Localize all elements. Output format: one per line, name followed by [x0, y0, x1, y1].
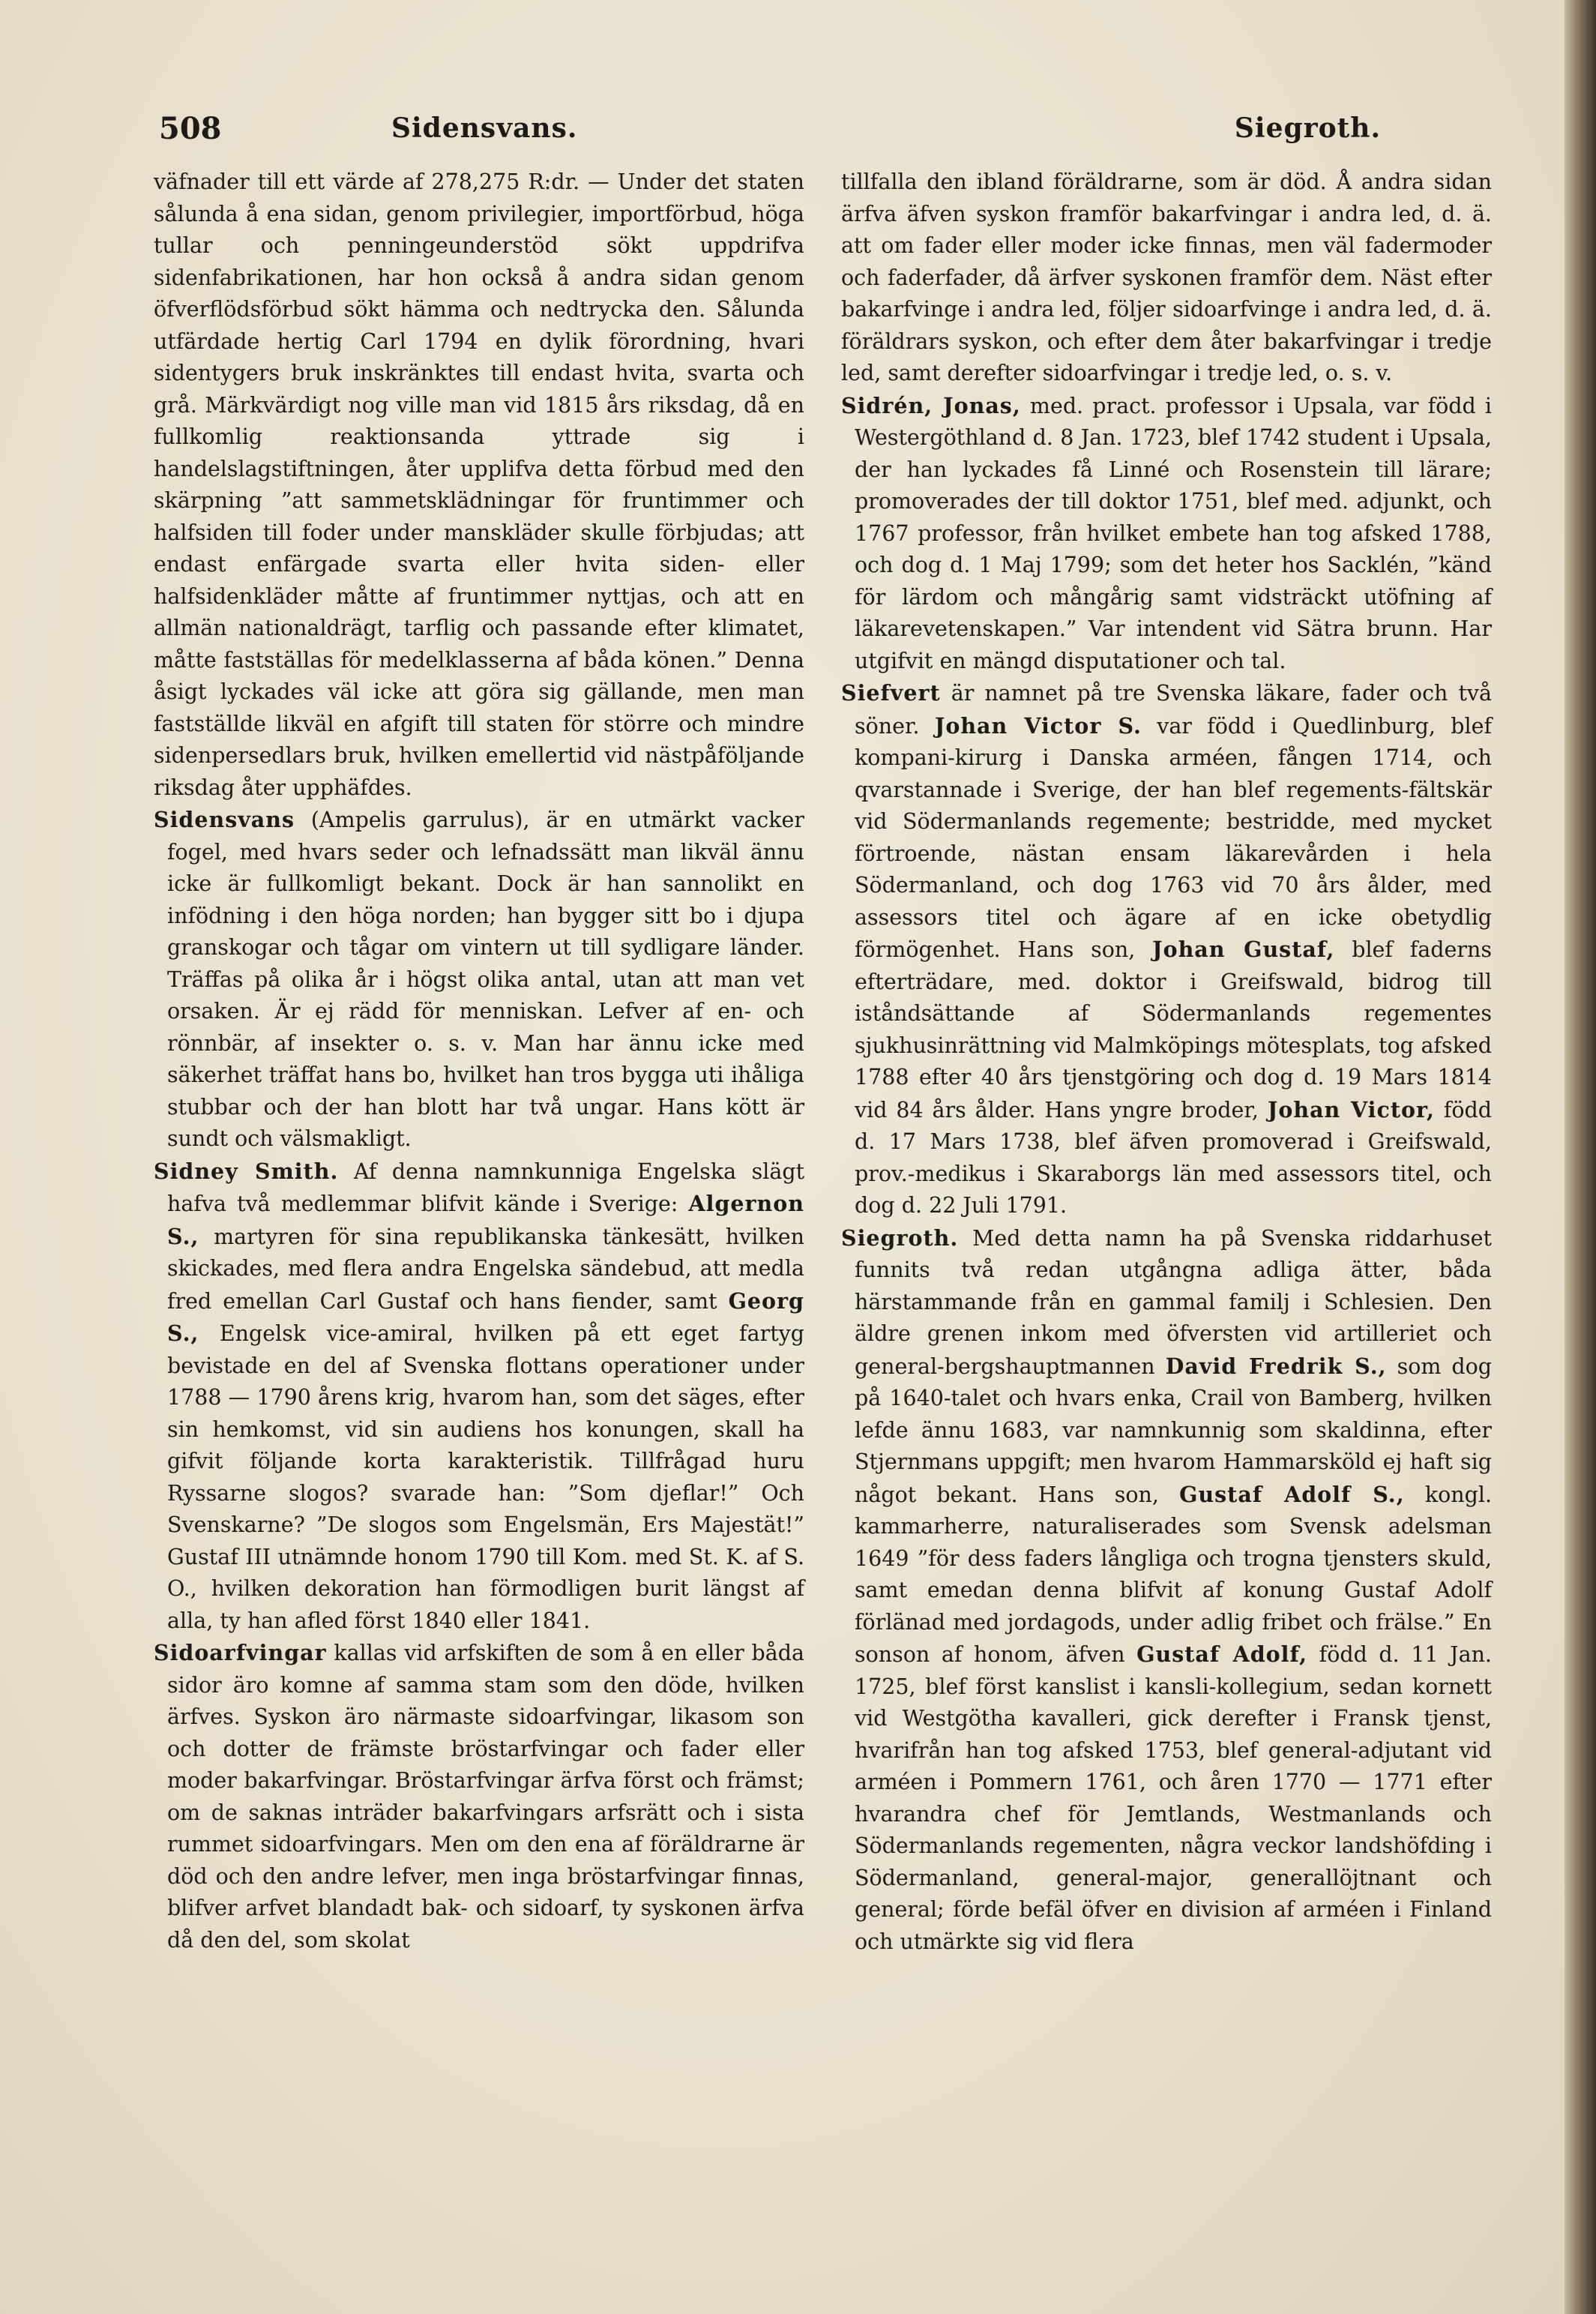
entry-text: Engelsk vice-amiral, hvilken på ett eget fartyg bevistade en del af Svenska flottans operationer under 1788 — 1790 årens krig, hvarom han, som det säges, efter sin hemkomst, vid sin audiens hos konungen, skall ha gifvit följande korta karakteristik. Tillfrågad huru Ryssarne slogos? svarade han: ”Som djeflar!” Och Svenskarne? ”De slogos som Engelsmän, Ers Majestät!” Gustaf III utnämnde honom 1790 till Kom. med St. K. af S. O., hvilken dekoration han förmodligen burit längst af alla, ty han afled först 1840 eller 1841.	[167, 1321, 804, 1633]
entry-headword: Sidney Smith.	[154, 1158, 339, 1184]
entry-headword: Siegroth.	[841, 1224, 959, 1251]
entry-sidensvans	[154, 804, 804, 1156]
entry-sidoarfvingar	[154, 1637, 804, 1956]
entry-siefvert	[841, 677, 1492, 1222]
entry-text: född d. 17 Mars 1738, blef äfven promoverad i Greifswald, prov.-medikus i Skaraborgs län med assessors titel, och dog d. 22 Juli 1791.	[855, 1097, 1493, 1218]
continued-paragraph: väfnader till ett värde af 278,275 R:dr. — Under det staten sålunda å ena sidan, genom privilegier, importförbud, höga tullar och penningeunderstöd sökt uppdrifva sidenfabrikationen, har hon också å andra sidan genom öfverflödsförbud sökt hämma och nedtrycka den. Sålunda utfärdade hertig Carl 1794 en dylik förordning, hvari sidentygers bruk inskränktes till endast hvita, svarta och grå. Märkvärdigt nog ville man vid 1815 års riksdag, då en fullkomlig reaktionsanda yttrade sig i handelslagstiftningen, åter upplifva detta förbud med den skärpning ”att sammetsklädningar för fruntimmer och halfsiden till foder under manskläder skulle förbjudas; att endast enfärgade svarta eller hvita siden- eller halfsidenkläder måtte af fruntimmer nyttjas, och att en allmän nationaldrägt, tarflig och passande efter klimatet, måtte fastställas för medelklasserna af båda könen.” Denna åsigt lyckades väl icke att göra sig gällande, men man fastställde likväl en afgift till staten för större och mindre sidenpersedlars bruk, hvilken emellertid vid nästpåföljande riksdag åter upphäfdes.	[154, 169, 804, 800]
continued-paragraph: tillfalla den ibland föräldrarne, som är död. Å andra sidan ärfva äfven syskon framför bakarfvingar i andra led, d. ä. att om fader eller moder icke finnas, men väl fadermoder och faderfader, då ärfver syskonen framför dem. Näst efter bakarfvinge i andra led, följer sidoarfvinge i andra led, d. ä. föräldrars syskon, och efter dem åter bakarfvingar i tredje led, samt derefter sidoarfvingar i tredje led, o. s. v.	[841, 169, 1492, 385]
entry-headword: Sidensvans	[154, 807, 295, 832]
person-name: Algernon S.,	[167, 1191, 804, 1249]
entry-text: som dog på 1640-talet och hvars enka, Crail von Bamberg, hvilken lefde ännu 1683, var namnkunnig som skaldinna, efter Stjernmans uppgift; men hvarom Hammarsköld ej haft sig något bekant. Hans son,	[855, 1353, 1492, 1507]
entry-text: (Ampelis garrulus), är en utmärkt vacker fogel, med hvars seder och lefnadssätt man likväl ännu icke är fullkomligt bekant. Dock är han sannolikt en infödning i den höga norden; han bygger sitt bo i djupa granskogar och tågar om vintern ut till sydligare länder. Träffas på olika år i högst olika antal, utan att man vet orsaken. Är ej rädd för menniskan. Lefver af en- och rönnbär, af insekter o. s. v. Man har ännu icke med säkerhet träffat hans bo, hvilket han tros bygga uti ihåliga stubbar och der han blott har två ungar. Hans kött är sundt och välsmakligt.	[167, 808, 804, 1151]
person-name: David Fredrik S.,	[1165, 1353, 1387, 1379]
entry-text: blef faderns efterträdare, med. doktor i Greifswald, bidrog till iståndsättande af Södermanlands regementes sjukhusinrättning vid Malmköpings mötesplats, tog afsked 1788 efter 40 års tjenstgöring och dog d. 19 Mars 1814 vid 84 års ålder. Hans yngre broder,	[855, 937, 1493, 1123]
running-header	[159, 111, 1493, 156]
right-column	[841, 166, 1492, 1958]
page-edge-shadow	[1565, 0, 1596, 2314]
entry-text: är namnet på tre Svenska läkare, fader och två söner.	[855, 681, 1492, 739]
person-name: Georg S.,	[167, 1287, 804, 1346]
entry-siegroth	[841, 1222, 1492, 1959]
person-name: Gustaf Adolf,	[1136, 1641, 1308, 1667]
person-name: Johan Victor,	[1267, 1096, 1435, 1123]
right-running-head: Siegroth.	[1234, 112, 1381, 144]
entry-text: kallas vid arfskiften de som å en eller båda sidor äro komne af samma stam som den döde, hvilken ärfves. Syskon äro närmaste sidoarfvingar, likasom son och dotter de främste bröstarfvingar och fader eller moder bakarfvingar. Bröstarfvingar ärfva först och främst; om de saknas inträder bakarfvingars arfsrätt och i sista rummet sidoarfvingars. Men om den ena af föräldrarne är död och den andre lefver, men inga bröstarfvingar finnas, blifver arfvet blandadt bak- och sidoarf, ty syskonen ärfva då den del, som skolat	[167, 1641, 804, 1953]
left-running-head: Sidensvans.	[391, 112, 578, 144]
left-column	[154, 166, 804, 1956]
entry-sidren	[841, 390, 1492, 678]
entry-headword: Sidrén, Jonas,	[841, 392, 1021, 418]
entry-headword: Siefvert	[841, 680, 941, 706]
person-name: Johan Victor S.	[934, 712, 1142, 739]
person-name: Johan Gustaf,	[1152, 937, 1335, 962]
page-number: 508	[159, 111, 222, 146]
entry-text: Med detta namn ha på Svenska riddarhuset funnits två redan utgångna adliga ätter, båda härstammande från en gammal familj i Schlesien. Den äldre grenen inkom med öfversten vid artilleriet och general-bergshauptmannen	[855, 1225, 1492, 1379]
entry-text: med. pract. professor i Upsala, var född i Westergöthland d. 8 Jan. 1723, blef 1742 student i Upsala, der han lyckades få Linné och Rosenstein till lärare; promoverades der till doktor 1751, blef med. adjunkt, och 1767 professor, från hvilket embete han tog afsked 1788, och dog d. 1 Maj 1799; som det heter hos Sacklén, ”känd för lärdom och mångårig samt vidsträckt utöfning af läkarevetenskapen.” Var intendent vid Sätra brunn. Har utgifvit en mängd disputationer och tal.	[855, 393, 1493, 673]
entry-sidney-smith	[154, 1156, 804, 1638]
entry-text: martyren för sina republikanska tänkesätt, hvilken skickades, med flera andra Engelska sändebud, att medla fred emellan Carl Gustaf och hans fiender, samt	[167, 1224, 805, 1314]
entry-headword: Sidoarfvingar	[154, 1640, 327, 1665]
entry-text: var född i Quedlinburg, blef kompani-kirurg i Danska arméen, fången 1714, och qvarstannade i Sverige, der han blef regements-fältskär vid Södermanlands regemente; bestridde, med mycket förtroende, nästan ensam läkarevården i hela Södermanland, och dog 1763 vid 70 års ålder, med assessors titel och ägare af en icke obetydlig förmögenhet. Hans son,	[855, 713, 1493, 962]
person-name: Gustaf Adolf S.,	[1179, 1481, 1405, 1507]
entry-text: Af denna namnkunniga Engelska slägt hafva två medlemmar blifvit kände i Sverige:	[167, 1158, 805, 1216]
entry-text: kongl. kammarherre, naturaliserades som Svensk adelsman 1649 ”för dess faders långliga och trogna tjensters skuld, samt emedan denna blifvit af konung Gustaf Adolf förlänad med jordagods, under adlig fribet och frälse.” En sonson af honom, äfven	[855, 1482, 1493, 1667]
entry-text: född d. 11 Jan. 1725, blef först kanslist i kansli-kollegium, sedan kornett vid Westgötha kavalleri, gick derefter i Fransk tjenst, hvarifrån han tog afsked 1753, blef general-adjutant vid arméen i Pommern 1761, och åren 1770 — 1771 efter hvarandra chef för Jemtlands, Westmanlands och Södermanlands regementen, några veckor landshöfding i Södermanland, general-major, generallöjtnant och general; förde befäl öfver en division af arméen i Finland och utmärkte sig vid flera	[855, 1642, 1492, 1954]
